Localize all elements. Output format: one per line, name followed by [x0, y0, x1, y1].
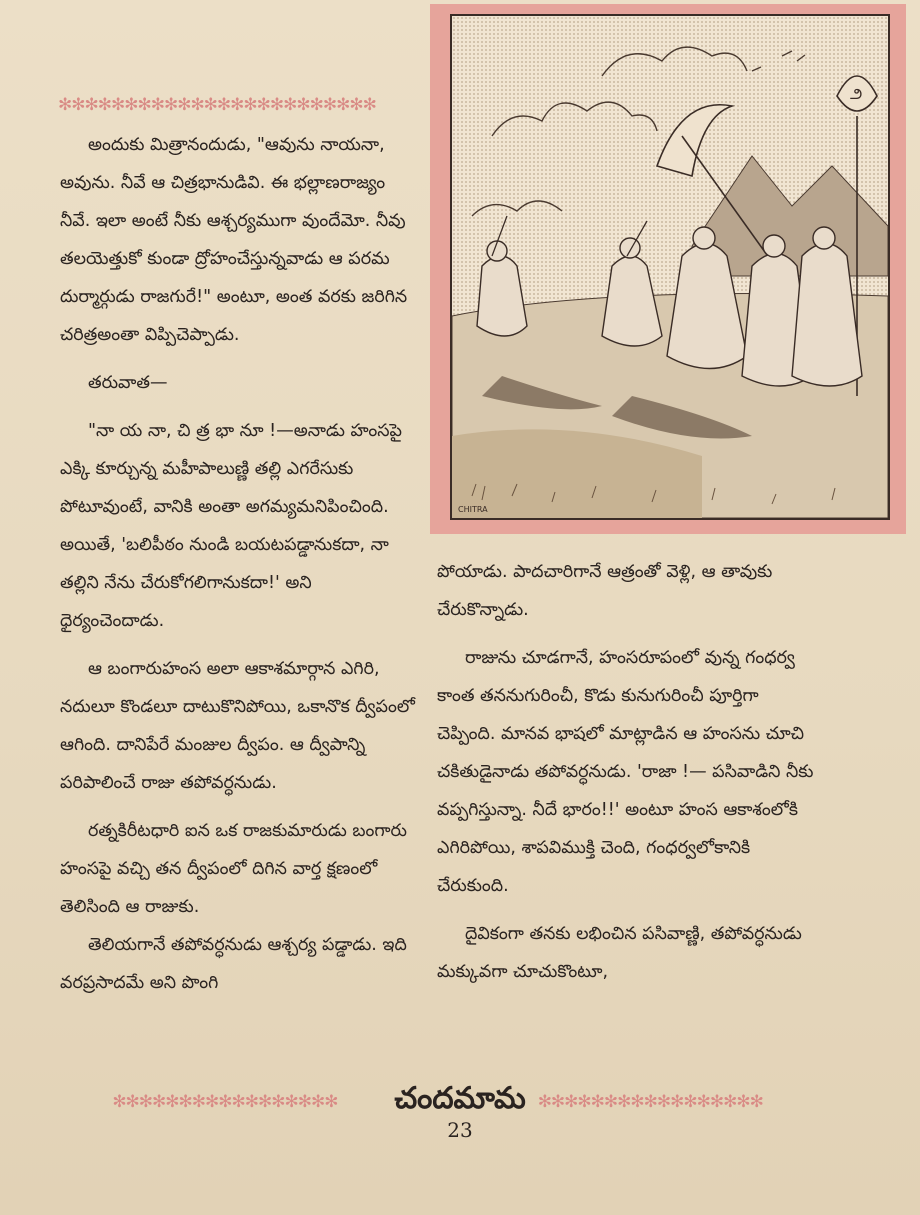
paragraph: "నా య నా, చి త్ర భా నూ !—అనాడు హంసపై ఎక్కి కూర్చున్న మహీపాలుణ్ణి తల్లి ఎగరేసుకు పోటూవుంటే, వానికి అంతా అగమ్యమనిపించింది. అయితే, 'బలిపీఠం నుండి బయటపడ్డానుకదా, నా తల్లిని నేను చేరుకోగలిగానుకదా!' అని ధైర్యంచెందాడు. [60, 421, 402, 631]
page-number: 23 [447, 1118, 473, 1142]
paragraph: తరువాత— [88, 373, 168, 393]
paragraph: ఆ బంగారుహంస అలా ఆకాశమార్గాన ఎగిరి, నదులూ కొండలూ దాటుకొనిపోయి, ఒకానొక ద్వీపంలో ఆగింది. దానిపేరే మంజుల ద్వీపం. ఆ ద్వీపాన్ని పరిపాలించే రాజు తపోవర్ధనుడు. [60, 659, 415, 793]
magazine-title: చందమామ [394, 1081, 526, 1116]
paragraph: అందుకు మిత్రానందుడు, "ఆవును నాయనా, అవును. నీవే ఆ చిత్రభానుడివి. ఈ భల్లాణరాజ్యం నీవే. ఇలా అంటే నీకు ఆశ్చర్యముగా వుందేమో. నీవు తలయెత్తుకో కుండా ద్రోహంచేస్తున్నవాడు ఆ పరమ దుర్మార్గుడు రాజగురే!" అంటూ, అంత వరకు జరిగిన చరిత్రఅంతా విప్పిచెప్పాడు. [60, 135, 408, 345]
banner-numeral: ౨ [850, 84, 863, 103]
paragraph: పోయాడు. పాదచారిగానే ఆత్రంతో వెళ్లి, ఆ తావుకు చేరుకొన్నాడు. [437, 562, 773, 620]
left-text-column [60, 126, 420, 1002]
top-ornament-border: ✻✻✻✻✻✻✻✻✻✻✻✻✻✻✻✻✻✻✻✻✻✻✻✻ [58, 96, 376, 114]
footer-ornament-right: ✻✻✻✻✻✻✻✻✻✻✻✻✻✻✻✻✻ [537, 1093, 763, 1111]
footer-ornament-left: ✻✻✻✻✻✻✻✻✻✻✻✻✻✻✻✻✻ [112, 1093, 338, 1111]
right-text-column [437, 553, 815, 991]
paragraph: రాజును చూడగానే, హంసరూపంలో వున్న గంధర్వ కాంత తననుగురించీ, కొడు కునుగురించీ పూర్తిగా చెప్పింది. మానవ భాషలో మాట్లాడిన ఆ హంసను చూచి చకితుడైనాడు తపోవర్ధనుడు. 'రాజా !— పసివాడిని నీకు వప్పగిస్తున్నా. నీదే భారం!!' అంటూ హంస ఆకాశంలోకి ఎగిరిపోయి, శాపవిముక్తి చెంది, గంధర్వలోకానికి చేరుకుంది. [437, 648, 814, 896]
illustration-drawing [452, 16, 888, 518]
footer [0, 1082, 920, 1122]
paragraph: దైవికంగా తనకు లభించిన పసివాణ్ణి, తపోవర్ధనుడు మక్కువగా చూచుకొంటూ, [437, 924, 802, 982]
artist-signature: CHITRA [458, 505, 488, 514]
paragraph: రత్నకిరీటధారి ఐన ఒక రాజకుమారుడు బంగారు హంసపై వచ్చి తన ద్వీపంలో దిగిన వార్త క్షణంలో తెలిసింది ఆ రాజుకు. [60, 821, 407, 917]
illustration [450, 14, 890, 520]
paragraph: తెలియగానే తపోవర్ధనుడు ఆశ్చర్య పడ్డాడు. ఇది వరప్రసాదమే అని పొంగి [60, 935, 407, 993]
illustration-frame [430, 4, 906, 534]
